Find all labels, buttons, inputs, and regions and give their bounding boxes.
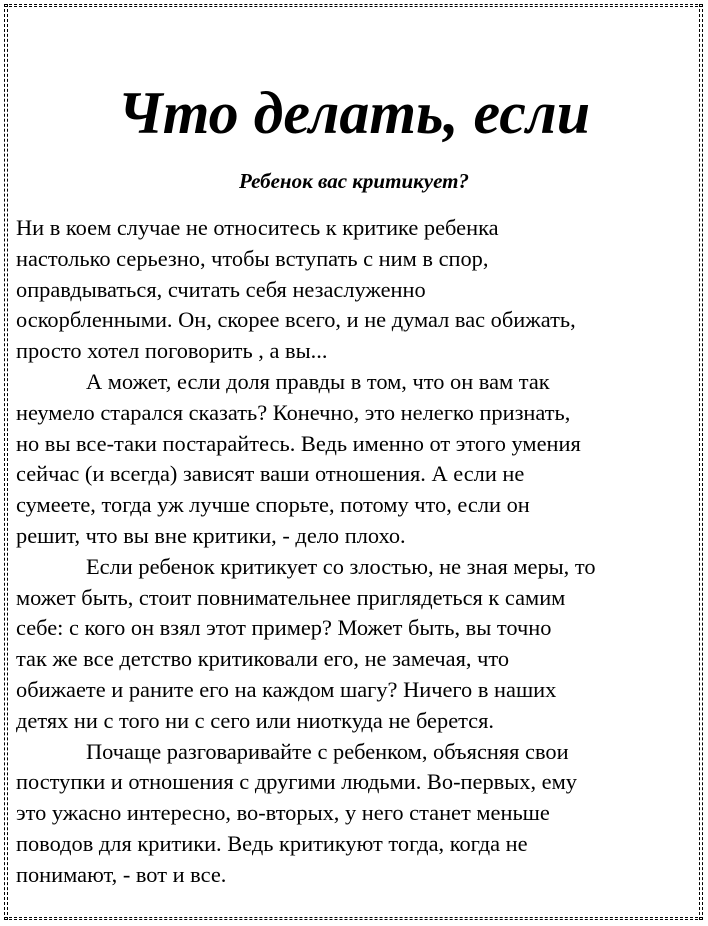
text-line: сумеете, тогда уж лучше спорьте, потому что, если он (16, 492, 530, 518)
text-line: поступки и отношения с другими людьми. Во-первых, ему (16, 769, 577, 795)
text-line: просто хотел поговорить , а вы... (16, 338, 328, 364)
text-line: понимают, - вот и все. (16, 861, 227, 887)
text-line: так же все детство критиковали его, не замечая, что (16, 646, 510, 672)
text-line: А может, если доля правды в том, что он вам так (86, 368, 550, 394)
body-text (16, 213, 696, 891)
text-line: Если ребенок критикует со злостью, не зная меры, то (86, 553, 596, 579)
text-line: неумело старался сказать? Конечно, это нелегко признать, (16, 399, 571, 425)
text-line: Почаще разговаривайте с ребенком, объясняя свои (86, 738, 569, 764)
text-line: обижаете и раните его на каждом шагу? Ничего в наших (16, 676, 557, 702)
text-line: оскорбленными. Он, скорее всего, и не думал вас обижать, (16, 307, 576, 333)
text-line: это ужасно интересно, во-вторых, у него станет меньше (16, 800, 550, 826)
border-top (4, 4, 703, 7)
text-line: но вы все-таки постарайтесь. Ведь именно от этого умения (16, 430, 581, 456)
text-line: настолько серьезно, чтобы вступать с ним в спор, (16, 245, 489, 271)
text-line: решит, что вы вне критики, - дело плохо. (16, 522, 406, 548)
border-bottom (4, 917, 703, 920)
text-line: себе: с кого он взял этот пример? Может быть, вы точно (16, 615, 552, 641)
page-subtitle: Ребенок вас критикует? (239, 169, 469, 193)
text-line: сейчас (и всегда) зависят ваши отношения. А если не (16, 461, 525, 487)
text-line: детях ни с того ни с сего или ниоткуда не берется. (16, 707, 495, 733)
text-line: Ни в коем случае не относитесь к критике ребенка (16, 215, 499, 240)
text-line: может быть, стоит повнимательнее приглядеться к самим (16, 584, 566, 610)
text-line: поводов для критики. Ведь критикуют тогда, когда не (16, 830, 528, 856)
text-line: оправдываться, считать себя незаслуженно (16, 276, 426, 302)
page-title: Что делать, если (117, 80, 591, 146)
